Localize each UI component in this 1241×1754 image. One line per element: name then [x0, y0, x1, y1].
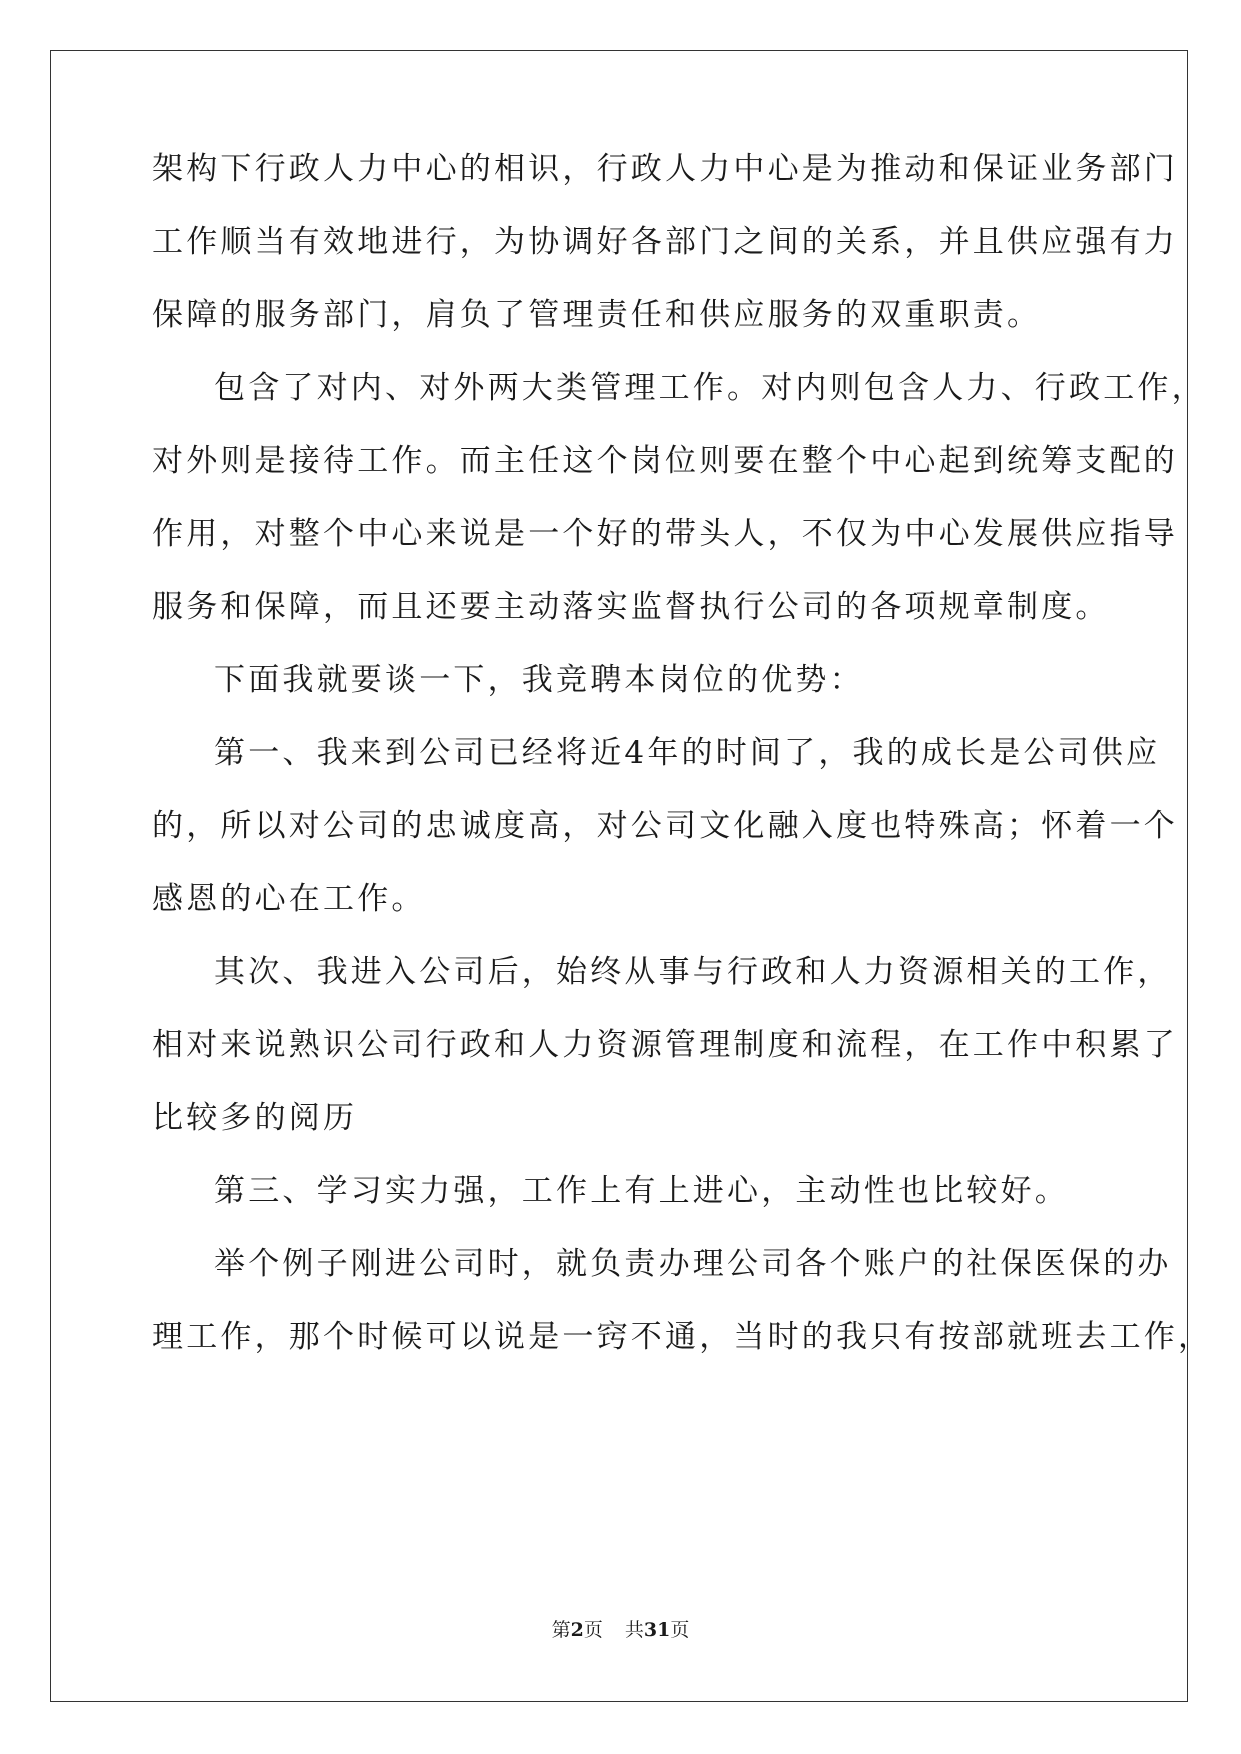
paragraph-start-line: 举个例子刚进公司时，就负责办理公司各个账户的社保医保的办	[214, 1246, 1172, 1282]
current-page-number: 2	[570, 1619, 584, 1641]
page-prefix: 第	[551, 1619, 571, 1641]
paragraph-start-line: 下面我就要谈一下，我竞聘本岗位的优势：	[214, 662, 864, 698]
text-line: 的，所以对公司的忠诚度高，对公司文化融入度也特殊高；怀着一个	[152, 808, 1178, 844]
text-line: 相对来说熟识公司行政和人力资源管理制度和流程，在工作中积累了	[152, 1027, 1178, 1063]
paragraph-start-line: 其次、我进入公司后，始终从事与行政和人力资源相关的工作，	[214, 954, 1172, 990]
text-line: 理工作，那个时候可以说是一窍不通，当时的我只有按部就班去工作，	[152, 1319, 1213, 1355]
page-suffix: 页	[583, 1619, 603, 1641]
total-suffix: 页	[670, 1619, 690, 1641]
text-line: 对外则是接待工作。而主任这个岗位则要在整个中心起到统筹支配的	[152, 443, 1178, 479]
paragraph-start-line: 第一、我来到公司已经将近4年的时间了，我的成长是公司供应	[214, 735, 1161, 771]
text-line: 感恩的心在工作。	[152, 881, 426, 917]
total-pages: 31	[643, 1619, 671, 1641]
text-line: 工作顺当有效地进行，为协调好各部门之间的关系，并且供应强有力	[152, 224, 1178, 260]
paragraph-start-line: 第三、学习实力强，工作上有上进心，主动性也比较好。	[214, 1173, 1069, 1209]
text-line: 比较多的阅历	[152, 1100, 358, 1136]
total-prefix: 共	[624, 1619, 644, 1641]
paragraph-start-line: 包含了对内、对外两大类管理工作。对内则包含人力、行政工作，	[214, 370, 1206, 406]
page-footer	[0, 1618, 1241, 1642]
text-line: 保障的服务部门，肩负了管理责任和供应服务的双重职责。	[152, 297, 1042, 333]
text-line: 作用，对整个中心来说是一个好的带头人，不仅为中心发展供应指导	[152, 516, 1178, 552]
text-line: 服务和保障，而且还要主动落实监督执行公司的各项规章制度。	[152, 589, 1110, 625]
text-line: 架构下行政人力中心的相识，行政人力中心是为推动和保证业务部门	[152, 151, 1178, 187]
